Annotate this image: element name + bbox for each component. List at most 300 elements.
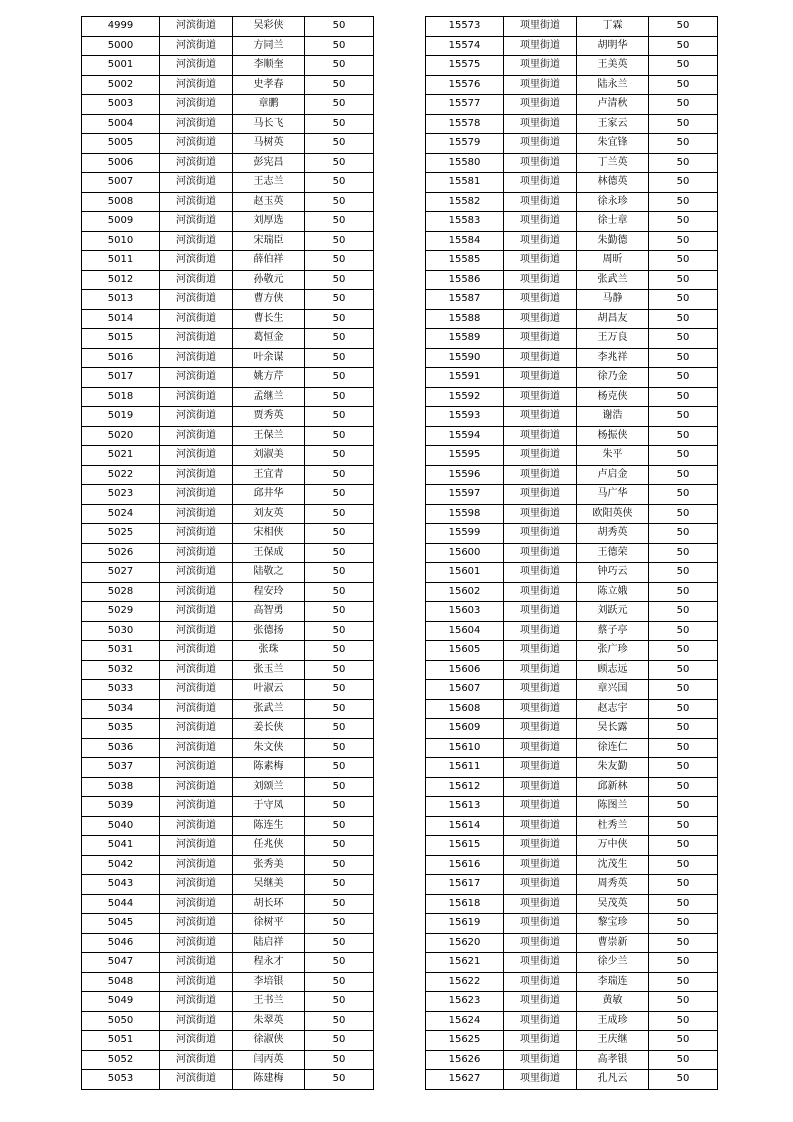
district-cell: 项里街道: [504, 816, 577, 836]
district-cell: 项里街道: [504, 329, 577, 349]
district-cell: 河滨街道: [160, 134, 233, 154]
id-cell: 5014: [82, 309, 160, 329]
id-cell: 5039: [82, 797, 160, 817]
name-cell: 吴茂英: [577, 894, 649, 914]
district-cell: 项里街道: [504, 953, 577, 973]
name-cell: 高智勇: [233, 602, 305, 622]
amount-cell: 50: [649, 699, 718, 719]
id-cell: 5049: [82, 992, 160, 1012]
table-row: [82, 641, 374, 661]
amount-cell: 50: [649, 621, 718, 641]
table-row: [82, 173, 374, 193]
district-cell: 河滨街道: [160, 914, 233, 934]
amount-cell: 50: [649, 1050, 718, 1070]
name-cell: 叶余谋: [233, 348, 305, 368]
name-cell: 沈茂生: [577, 855, 649, 875]
amount-cell: 50: [649, 270, 718, 290]
district-cell: 河滨街道: [160, 290, 233, 310]
district-cell: 项里街道: [504, 368, 577, 388]
name-cell: 丁霖: [577, 17, 649, 37]
name-cell: 蔡子亭: [577, 621, 649, 641]
amount-cell: 50: [649, 563, 718, 583]
amount-cell: 50: [649, 1011, 718, 1031]
district-cell: 项里街道: [504, 17, 577, 37]
amount-cell: 50: [649, 17, 718, 37]
amount-cell: 50: [649, 797, 718, 817]
amount-cell: 50: [305, 309, 374, 329]
table-row: [82, 1011, 374, 1031]
amount-cell: 50: [305, 75, 374, 95]
name-cell: 张玉兰: [233, 660, 305, 680]
amount-cell: 50: [649, 602, 718, 622]
id-cell: 15625: [426, 1031, 504, 1051]
name-cell: 章兴国: [577, 680, 649, 700]
name-cell: 顾志远: [577, 660, 649, 680]
table-row: [82, 914, 374, 934]
table-row: [82, 836, 374, 856]
id-cell: 5036: [82, 738, 160, 758]
district-cell: 项里街道: [504, 563, 577, 583]
amount-cell: 50: [305, 192, 374, 212]
id-cell: 15574: [426, 36, 504, 56]
district-cell: 项里街道: [504, 75, 577, 95]
name-cell: 王德荣: [577, 543, 649, 563]
id-cell: 5053: [82, 1070, 160, 1090]
district-cell: 河滨街道: [160, 953, 233, 973]
table-row: [82, 153, 374, 173]
id-cell: 15605: [426, 641, 504, 661]
amount-cell: 50: [305, 1070, 374, 1090]
table-row: [82, 563, 374, 583]
table-row: [82, 387, 374, 407]
amount-cell: 50: [305, 17, 374, 37]
district-cell: 项里街道: [504, 192, 577, 212]
name-cell: 黄敏: [577, 992, 649, 1012]
district-cell: 项里街道: [504, 114, 577, 134]
name-cell: 史孝春: [233, 75, 305, 95]
amount-cell: 50: [305, 114, 374, 134]
amount-cell: 50: [649, 914, 718, 934]
id-cell: 15621: [426, 953, 504, 973]
table-row: [82, 894, 374, 914]
id-cell: 15583: [426, 212, 504, 232]
amount-cell: 50: [305, 465, 374, 485]
table-row: [426, 1050, 718, 1070]
name-cell: 王庆继: [577, 1031, 649, 1051]
name-cell: 杨克侠: [577, 387, 649, 407]
id-cell: 15608: [426, 699, 504, 719]
amount-cell: 50: [649, 290, 718, 310]
amount-cell: 50: [649, 114, 718, 134]
district-cell: 河滨街道: [160, 17, 233, 37]
amount-cell: 50: [649, 231, 718, 251]
name-cell: 薛伯祥: [233, 251, 305, 271]
table-row: [426, 348, 718, 368]
table-row: [82, 504, 374, 524]
district-cell: 项里街道: [504, 153, 577, 173]
district-cell: 项里街道: [504, 309, 577, 329]
id-cell: 5021: [82, 446, 160, 466]
amount-cell: 50: [305, 1050, 374, 1070]
district-cell: 河滨街道: [160, 855, 233, 875]
amount-cell: 50: [305, 290, 374, 310]
table-row: [82, 855, 374, 875]
table-row: [82, 212, 374, 232]
name-cell: 刘颂兰: [233, 777, 305, 797]
name-cell: 钟巧云: [577, 563, 649, 583]
id-cell: 15586: [426, 270, 504, 290]
district-cell: 河滨街道: [160, 524, 233, 544]
name-cell: 张武兰: [233, 699, 305, 719]
id-cell: 5038: [82, 777, 160, 797]
name-cell: 王美英: [577, 56, 649, 76]
id-cell: 5050: [82, 1011, 160, 1031]
amount-cell: 50: [649, 660, 718, 680]
table-row: [82, 602, 374, 622]
roster-table-right: [425, 16, 718, 1090]
table-row: [426, 56, 718, 76]
name-cell: 赵志宇: [577, 699, 649, 719]
id-cell: 15597: [426, 485, 504, 505]
name-cell: 卢清秋: [577, 95, 649, 115]
id-cell: 15588: [426, 309, 504, 329]
id-cell: 15579: [426, 134, 504, 154]
id-cell: 5007: [82, 173, 160, 193]
name-cell: 刘跃元: [577, 602, 649, 622]
district-cell: 项里街道: [504, 992, 577, 1012]
district-cell: 河滨街道: [160, 426, 233, 446]
name-cell: 张秀美: [233, 855, 305, 875]
name-cell: 马静: [577, 290, 649, 310]
district-cell: 项里街道: [504, 426, 577, 446]
table-row: [82, 485, 374, 505]
name-cell: 刘厚选: [233, 212, 305, 232]
id-cell: 15609: [426, 719, 504, 739]
name-cell: 王书兰: [233, 992, 305, 1012]
amount-cell: 50: [649, 524, 718, 544]
district-cell: 项里街道: [504, 36, 577, 56]
table-row: [82, 875, 374, 895]
id-cell: 5012: [82, 270, 160, 290]
district-cell: 河滨街道: [160, 641, 233, 661]
table-row: [426, 192, 718, 212]
table-row: [82, 134, 374, 154]
district-cell: 项里街道: [504, 738, 577, 758]
amount-cell: 50: [649, 543, 718, 563]
name-cell: 贾秀英: [233, 407, 305, 427]
id-cell: 15585: [426, 251, 504, 271]
id-cell: 5015: [82, 329, 160, 349]
district-cell: 河滨街道: [160, 933, 233, 953]
amount-cell: 50: [649, 407, 718, 427]
id-cell: 5023: [82, 485, 160, 505]
table-row: [82, 368, 374, 388]
district-cell: 河滨街道: [160, 251, 233, 271]
amount-cell: 50: [305, 933, 374, 953]
district-cell: 河滨街道: [160, 836, 233, 856]
amount-cell: 50: [649, 153, 718, 173]
district-cell: 项里街道: [504, 524, 577, 544]
table-row: [426, 270, 718, 290]
name-cell: 高孝银: [577, 1050, 649, 1070]
table-row: [426, 972, 718, 992]
district-cell: 河滨街道: [160, 582, 233, 602]
name-cell: 曹方侠: [233, 290, 305, 310]
district-cell: 河滨街道: [160, 387, 233, 407]
district-cell: 项里街道: [504, 660, 577, 680]
amount-cell: 50: [649, 446, 718, 466]
district-cell: 河滨街道: [160, 797, 233, 817]
name-cell: 张广珍: [577, 641, 649, 661]
name-cell: 马广华: [577, 485, 649, 505]
amount-cell: 50: [649, 719, 718, 739]
name-cell: 陈连生: [233, 816, 305, 836]
name-cell: 朱友勤: [577, 758, 649, 778]
district-cell: 河滨街道: [160, 738, 233, 758]
id-cell: 15616: [426, 855, 504, 875]
id-cell: 15578: [426, 114, 504, 134]
id-cell: 15577: [426, 95, 504, 115]
name-cell: 孔凡云: [577, 1070, 649, 1090]
name-cell: 黎宝珍: [577, 914, 649, 934]
amount-cell: 50: [649, 680, 718, 700]
id-cell: 5019: [82, 407, 160, 427]
table-row: [82, 621, 374, 641]
district-cell: 项里街道: [504, 251, 577, 271]
district-cell: 项里街道: [504, 699, 577, 719]
name-cell: 朱翠英: [233, 1011, 305, 1031]
table-row: [426, 816, 718, 836]
district-cell: 河滨街道: [160, 875, 233, 895]
district-cell: 河滨街道: [160, 485, 233, 505]
amount-cell: 50: [649, 348, 718, 368]
district-cell: 河滨街道: [160, 56, 233, 76]
table-row: [82, 251, 374, 271]
id-cell: 15599: [426, 524, 504, 544]
name-cell: 林德英: [577, 173, 649, 193]
amount-cell: 50: [305, 621, 374, 641]
amount-cell: 50: [305, 56, 374, 76]
id-cell: 15622: [426, 972, 504, 992]
amount-cell: 50: [649, 251, 718, 271]
amount-cell: 50: [305, 972, 374, 992]
id-cell: 5031: [82, 641, 160, 661]
district-cell: 项里街道: [504, 231, 577, 251]
table-row: [426, 36, 718, 56]
amount-cell: 50: [305, 699, 374, 719]
id-cell: 15604: [426, 621, 504, 641]
id-cell: 5027: [82, 563, 160, 583]
amount-cell: 50: [649, 75, 718, 95]
amount-cell: 50: [649, 465, 718, 485]
name-cell: 王保兰: [233, 426, 305, 446]
table-row: [426, 914, 718, 934]
amount-cell: 50: [305, 543, 374, 563]
district-cell: 河滨街道: [160, 446, 233, 466]
name-cell: 胡长环: [233, 894, 305, 914]
name-cell: 徐乃金: [577, 368, 649, 388]
name-cell: 朱宜锋: [577, 134, 649, 154]
name-cell: 吴彩侠: [233, 17, 305, 37]
district-cell: 项里街道: [504, 387, 577, 407]
id-cell: 15576: [426, 75, 504, 95]
name-cell: 陈建梅: [233, 1070, 305, 1090]
id-cell: 15575: [426, 56, 504, 76]
table-row: [82, 17, 374, 37]
amount-cell: 50: [305, 387, 374, 407]
id-cell: 5022: [82, 465, 160, 485]
name-cell: 孟继兰: [233, 387, 305, 407]
amount-cell: 50: [649, 173, 718, 193]
id-cell: 15591: [426, 368, 504, 388]
district-cell: 项里街道: [504, 719, 577, 739]
district-cell: 项里街道: [504, 270, 577, 290]
district-cell: 河滨街道: [160, 192, 233, 212]
name-cell: 邱新林: [577, 777, 649, 797]
name-cell: 王志兰: [233, 173, 305, 193]
id-cell: 5000: [82, 36, 160, 56]
id-cell: 15619: [426, 914, 504, 934]
id-cell: 5041: [82, 836, 160, 856]
district-cell: 项里街道: [504, 894, 577, 914]
amount-cell: 50: [649, 504, 718, 524]
table-row: [426, 641, 718, 661]
amount-cell: 50: [305, 875, 374, 895]
amount-cell: 50: [305, 1011, 374, 1031]
district-cell: 项里街道: [504, 348, 577, 368]
name-cell: 张德扬: [233, 621, 305, 641]
table-row: [426, 875, 718, 895]
table-row: [426, 894, 718, 914]
table-row: [82, 75, 374, 95]
table-row: [426, 836, 718, 856]
name-cell: 孙敬元: [233, 270, 305, 290]
amount-cell: 50: [649, 134, 718, 154]
name-cell: 李培银: [233, 972, 305, 992]
id-cell: 5045: [82, 914, 160, 934]
name-cell: 欧阳英侠: [577, 504, 649, 524]
district-cell: 项里街道: [504, 602, 577, 622]
id-cell: 5052: [82, 1050, 160, 1070]
amount-cell: 50: [305, 582, 374, 602]
table-row: [82, 582, 374, 602]
district-cell: 河滨街道: [160, 36, 233, 56]
table-row: [82, 953, 374, 973]
id-cell: 15590: [426, 348, 504, 368]
table-row: [82, 719, 374, 739]
table-row: [426, 17, 718, 37]
amount-cell: 50: [649, 368, 718, 388]
amount-cell: 50: [649, 212, 718, 232]
id-cell: 5029: [82, 602, 160, 622]
amount-cell: 50: [305, 36, 374, 56]
amount-cell: 50: [305, 524, 374, 544]
amount-cell: 50: [649, 875, 718, 895]
amount-cell: 50: [305, 426, 374, 446]
id-cell: 15598: [426, 504, 504, 524]
table-row: [426, 485, 718, 505]
district-cell: 河滨街道: [160, 680, 233, 700]
district-cell: 项里街道: [504, 914, 577, 934]
table-row: [82, 524, 374, 544]
amount-cell: 50: [649, 933, 718, 953]
table-row: [82, 114, 374, 134]
amount-cell: 50: [305, 680, 374, 700]
name-cell: 吴长露: [577, 719, 649, 739]
id-cell: 5040: [82, 816, 160, 836]
amount-cell: 50: [305, 914, 374, 934]
name-cell: 徐少兰: [577, 953, 649, 973]
amount-cell: 50: [305, 485, 374, 505]
table-row: [426, 1031, 718, 1051]
id-cell: 15606: [426, 660, 504, 680]
district-cell: 项里街道: [504, 758, 577, 778]
table-row: [82, 816, 374, 836]
id-cell: 5046: [82, 933, 160, 953]
name-cell: 马树英: [233, 134, 305, 154]
district-cell: 项里街道: [504, 95, 577, 115]
district-cell: 项里街道: [504, 134, 577, 154]
id-cell: 5008: [82, 192, 160, 212]
district-cell: 项里街道: [504, 1050, 577, 1070]
amount-cell: 50: [305, 758, 374, 778]
name-cell: 徐永珍: [577, 192, 649, 212]
name-cell: 徐淑侠: [233, 1031, 305, 1051]
table-row: [426, 290, 718, 310]
district-cell: 项里街道: [504, 933, 577, 953]
name-cell: 曹长生: [233, 309, 305, 329]
name-cell: 王成珍: [577, 1011, 649, 1031]
name-cell: 陆永兰: [577, 75, 649, 95]
name-cell: 任兆侠: [233, 836, 305, 856]
district-cell: 项里街道: [504, 465, 577, 485]
amount-cell: 50: [649, 836, 718, 856]
amount-cell: 50: [305, 212, 374, 232]
district-cell: 河滨街道: [160, 95, 233, 115]
id-cell: 5043: [82, 875, 160, 895]
table-row: [426, 621, 718, 641]
amount-cell: 50: [305, 231, 374, 251]
district-cell: 河滨街道: [160, 173, 233, 193]
name-cell: 陆启祥: [233, 933, 305, 953]
table-row: [82, 465, 374, 485]
id-cell: 15610: [426, 738, 504, 758]
table-row: [82, 56, 374, 76]
name-cell: 程永才: [233, 953, 305, 973]
id-cell: 5018: [82, 387, 160, 407]
district-cell: 项里街道: [504, 680, 577, 700]
name-cell: 姚方芹: [233, 368, 305, 388]
name-cell: 程安玲: [233, 582, 305, 602]
amount-cell: 50: [305, 348, 374, 368]
table-row: [426, 212, 718, 232]
table-row: [82, 290, 374, 310]
table-row: [82, 426, 374, 446]
amount-cell: 50: [649, 192, 718, 212]
amount-cell: 50: [649, 95, 718, 115]
table-row: [82, 329, 374, 349]
amount-cell: 50: [649, 1031, 718, 1051]
table-row: [426, 738, 718, 758]
table-row: [82, 446, 374, 466]
district-cell: 河滨街道: [160, 348, 233, 368]
table-row: [82, 270, 374, 290]
id-cell: 5033: [82, 680, 160, 700]
id-cell: 15615: [426, 836, 504, 856]
id-cell: 15623: [426, 992, 504, 1012]
table-row: [426, 251, 718, 271]
name-cell: 刘淑美: [233, 446, 305, 466]
